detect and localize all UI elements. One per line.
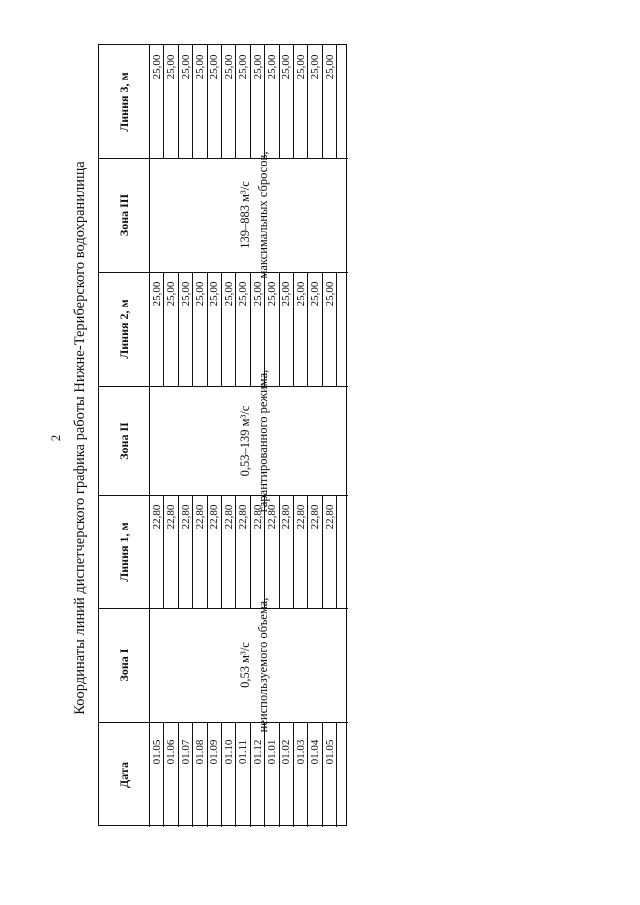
cell-line3: 25,00 [251, 54, 264, 80]
cell-line2: 25,00 [222, 281, 235, 307]
cell-line3: 25,00 [294, 54, 307, 80]
cell-line1: 22,80 [294, 504, 307, 530]
page-number: 2 [48, 434, 63, 442]
cell-date: 01.12 [251, 739, 264, 765]
header-line3: Линия 3, м [117, 71, 131, 132]
cell-line2: 25,00 [237, 281, 250, 307]
cell-date: 01.05 [150, 739, 163, 765]
zone3-description-line-1: максимальных сбросов, [255, 151, 270, 279]
cell-line1: 22,80 [222, 504, 235, 530]
cell-line1: 22,80 [251, 504, 264, 530]
cell-line2: 25,00 [265, 281, 278, 307]
cell-line1: 22,80 [208, 504, 221, 530]
column-separator [99, 722, 348, 723]
cell-line2: 25,00 [208, 281, 221, 307]
cell-date: 01.02 [280, 739, 293, 765]
cell-line2: 25,00 [294, 281, 307, 307]
cell-date: 01.06 [165, 739, 178, 765]
cell-line1: 22,80 [150, 504, 163, 530]
zone3-description-line-2: 139–883 м³/с [237, 181, 252, 249]
cell-date: 01.07 [179, 739, 192, 765]
cell-line1: 22,80 [265, 504, 278, 530]
cell-line3: 25,00 [222, 54, 235, 80]
cell-date: 01.09 [208, 739, 221, 765]
cell-date: 01.04 [309, 739, 322, 765]
column-separator [99, 386, 348, 387]
zone1-description-line-2: 0,53 м³/с [237, 642, 252, 688]
cell-line3: 25,00 [165, 54, 178, 80]
table-grid [99, 45, 346, 825]
header-zone3: Зона III [117, 193, 131, 237]
cell-line3: 25,00 [309, 54, 322, 80]
zone1-description-line-1: неиспользуемого объема, [255, 597, 270, 733]
cell-line1: 22,80 [323, 504, 336, 530]
cell-line3: 25,00 [208, 54, 221, 80]
cell-line2: 25,00 [323, 281, 336, 307]
cell-date: 01.08 [193, 739, 206, 765]
header-zone2: Зона II [117, 421, 131, 460]
cell-line3: 25,00 [193, 54, 206, 80]
cell-line3: 25,00 [280, 54, 293, 80]
cell-line3: 25,00 [150, 54, 163, 80]
cell-line3: 25,00 [323, 54, 336, 80]
zone2-description-line-2: 0,53–139 м³/с [237, 405, 252, 476]
cell-line2: 25,00 [150, 281, 163, 307]
document-title: Координаты линий диспетчерского графика работы Нижне-Териберского водохранилища [72, 161, 88, 715]
cell-date: 01.05 [323, 739, 336, 765]
header-line2: Линия 2, м [117, 299, 131, 359]
cell-line1: 22,80 [237, 504, 250, 530]
cell-date: 01.03 [294, 739, 307, 765]
cell-line1: 22,80 [309, 504, 322, 530]
cell-line2: 25,00 [165, 281, 178, 307]
cell-date: 01.01 [265, 739, 278, 765]
cell-date: 01.10 [222, 739, 235, 765]
dispatch-table [98, 44, 347, 826]
cell-line2: 25,00 [251, 281, 264, 307]
cell-line2: 25,00 [280, 281, 293, 307]
cell-line2: 25,00 [309, 281, 322, 307]
zone2-description-line-1: гарантированного режима, [255, 369, 270, 512]
header-zone1: Зона I [117, 648, 131, 682]
cell-line2: 25,00 [179, 281, 192, 307]
cell-line1: 22,80 [165, 504, 178, 530]
cell-line3: 25,00 [179, 54, 192, 80]
header-separator [149, 45, 150, 827]
cell-line1: 22,80 [179, 504, 192, 530]
cell-line3: 25,00 [265, 54, 278, 80]
header-date: Дата [117, 761, 131, 788]
header-line1: Линия 1, м [117, 521, 131, 582]
cell-line1: 22,80 [193, 504, 206, 530]
column-separator [99, 608, 348, 609]
cell-date: 01.11 [237, 739, 250, 765]
cell-line2: 25,00 [193, 281, 206, 307]
cell-line3: 25,00 [237, 54, 250, 80]
column-separator [99, 158, 348, 159]
cell-line1: 22,80 [280, 504, 293, 530]
